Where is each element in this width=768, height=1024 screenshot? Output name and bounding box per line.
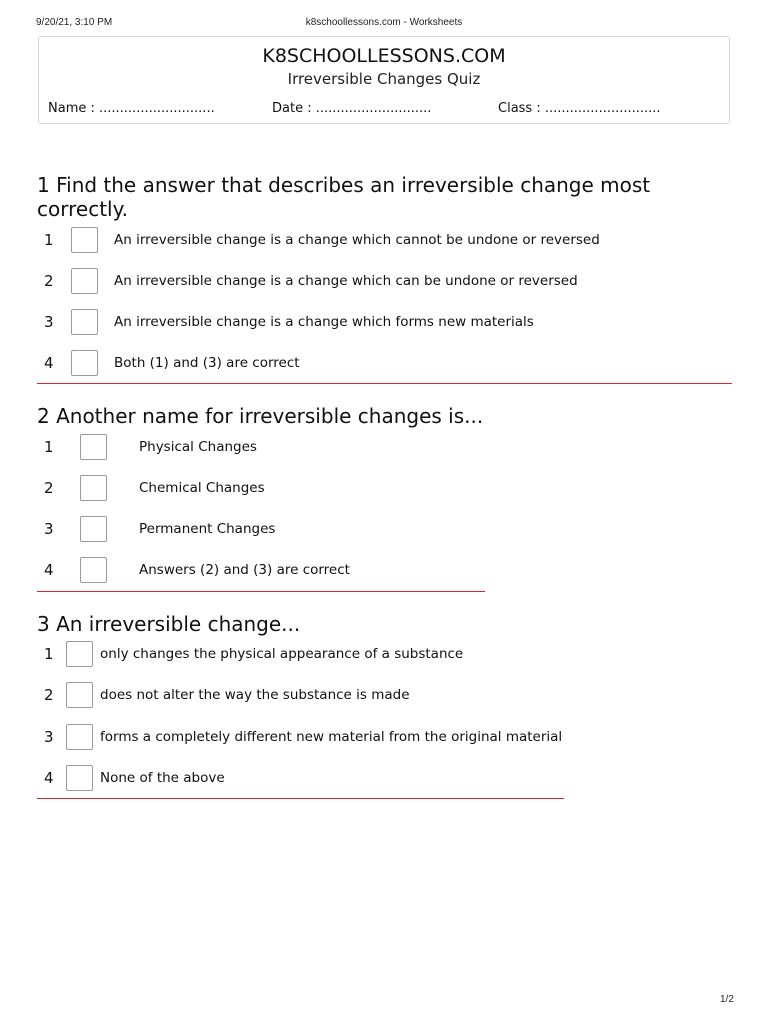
option-number: 3 [44,520,54,538]
option-text: An irreversible change is a change which can be undone or reversed [114,273,578,289]
question-3-divider [37,798,564,799]
option-text: does not alter the way the substance is made [100,687,410,703]
question-1-text: 1 Find the answer that describes an irreversible change most correctly. [37,173,651,221]
option-number: 1 [44,645,54,663]
option-number: 4 [44,769,54,787]
option-text: only changes the physical appearance of a substance [100,646,464,662]
answer-checkbox[interactable] [80,557,107,583]
question-1-option-3 [0,309,768,339]
option-number: 3 [44,728,54,746]
option-text: Permanent Changes [139,521,276,537]
class-field: Class : ............................ [498,101,661,116]
answer-checkbox[interactable] [71,309,98,335]
option-number: 2 [44,272,54,290]
print-header [0,17,768,31]
question-1-option-1 [0,227,768,257]
option-number: 1 [44,438,54,456]
site-title: K8SCHOOLLESSONS.COM [262,45,506,67]
answer-checkbox[interactable] [71,268,98,294]
answer-checkbox[interactable] [66,765,93,791]
option-text: An irreversible change is a change which cannot be undone or reversed [114,232,600,248]
question-3-option-1 [0,641,768,671]
question-1-option-2 [0,268,768,298]
question-1-option-4 [0,350,768,380]
answer-checkbox[interactable] [71,350,98,376]
name-field: Name : ............................ [48,101,215,116]
worksheet-header [38,36,730,124]
option-text: Answers (2) and (3) are correct [139,562,350,578]
option-number: 2 [44,479,54,497]
answer-checkbox[interactable] [80,475,107,501]
answer-checkbox[interactable] [66,682,93,708]
question-3-text: 3 An irreversible change... [37,612,301,636]
question-1-divider [37,383,732,384]
question-2-option-3 [0,516,768,546]
option-number: 4 [44,561,54,579]
option-text: None of the above [100,770,225,786]
option-text: Physical Changes [139,439,257,455]
quiz-title: Irreversible Changes Quiz [287,70,481,88]
question-2-text: 2 Another name for irreversible changes is... [37,404,484,428]
question-2-divider [37,591,485,592]
print-datetime: 9/20/21, 3:10 PM [36,17,113,28]
option-number: 1 [44,231,54,249]
page-number: 1/2 [720,994,734,1005]
answer-checkbox[interactable] [66,724,93,750]
option-text: forms a completely different new material from the original material [100,729,563,745]
question-2-option-1 [0,434,768,464]
option-number: 2 [44,686,54,704]
question-3-option-4 [0,765,768,795]
print-page-title: k8schoollessons.com - Worksheets [305,17,463,28]
option-text: Chemical Changes [139,480,265,496]
option-text: An irreversible change is a change which forms new materials [114,314,534,330]
date-field: Date : ............................ [272,101,432,116]
answer-checkbox[interactable] [71,227,98,253]
answer-checkbox[interactable] [80,516,107,542]
question-2-option-4 [0,557,768,587]
question-3-option-3 [0,724,768,754]
option-number: 4 [44,354,54,372]
answer-checkbox[interactable] [80,434,107,460]
option-number: 3 [44,313,54,331]
option-text: Both (1) and (3) are correct [114,355,300,371]
question-2-option-2 [0,475,768,505]
question-3-option-2 [0,682,768,712]
answer-checkbox[interactable] [66,641,93,667]
